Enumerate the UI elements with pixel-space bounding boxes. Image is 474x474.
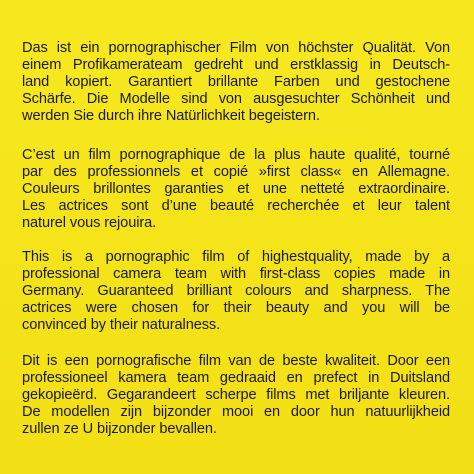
paragraph-english (22, 249, 450, 334)
paragraph-french (22, 147, 450, 232)
paragraph-line: land kopiert. Garantiert brillante Farben und gestochene (22, 74, 450, 90)
paragraph-line: professioneel kamera team gedraaid en prefect in Duitsland (22, 370, 450, 386)
paragraph-line: einem Profikamerateam gedreht und erstklassig in Deutsch- (22, 57, 450, 73)
paragraph-line: Couleurs brillontes garanties et une netteté extraordinaire. (22, 181, 450, 197)
paragraph-line: gekopieërd. Gegarandeert scherpe films met briljante kleuren. (22, 387, 450, 403)
paragraph-line: werden Sie durch ihre Natürlichkeit begeistern. (22, 108, 320, 124)
paragraph-line: naturel vous rejouira. (22, 215, 157, 231)
paragraph-line: Das ist ein pornographischer Film von höchster Qualität. Von (22, 40, 450, 56)
paragraph-line: This is a pornographic film of highestquality, made by a (22, 249, 450, 265)
paragraph-line: Schärfe. Die Modelle sind von ausgesuchter Schönheit und (22, 91, 450, 107)
paragraph-line: Dit is een pornografische film van de beste kwaliteit. Door een (22, 353, 450, 369)
paragraph-line: Germany. Guaranteed brilliant colours and sharpness. The (22, 283, 450, 299)
paragraph-german (22, 40, 450, 125)
paragraph-dutch (22, 353, 450, 438)
paragraph-line: actrices were chosen for their beauty and you will be (22, 300, 450, 316)
paragraph-line: professional camera team with first-class copies made in (22, 266, 450, 282)
paragraph-line: zullen ze U bijzonder bevallen. (22, 421, 217, 437)
paragraph-line: par des professionnels et copié »first class« en Allemagne. (22, 164, 450, 180)
paragraph-line: Les actrices sont d’une beauté recherchée et leur talent (22, 198, 450, 214)
paragraph-line: convinced by their naturalness. (22, 317, 221, 333)
paragraph-line: De modellen zijn bijzonder mooi en door hun natuurlijkheid (22, 404, 450, 420)
paragraph-line: C’est un film pornographique de la plus haute qualité, tourné (22, 147, 450, 163)
